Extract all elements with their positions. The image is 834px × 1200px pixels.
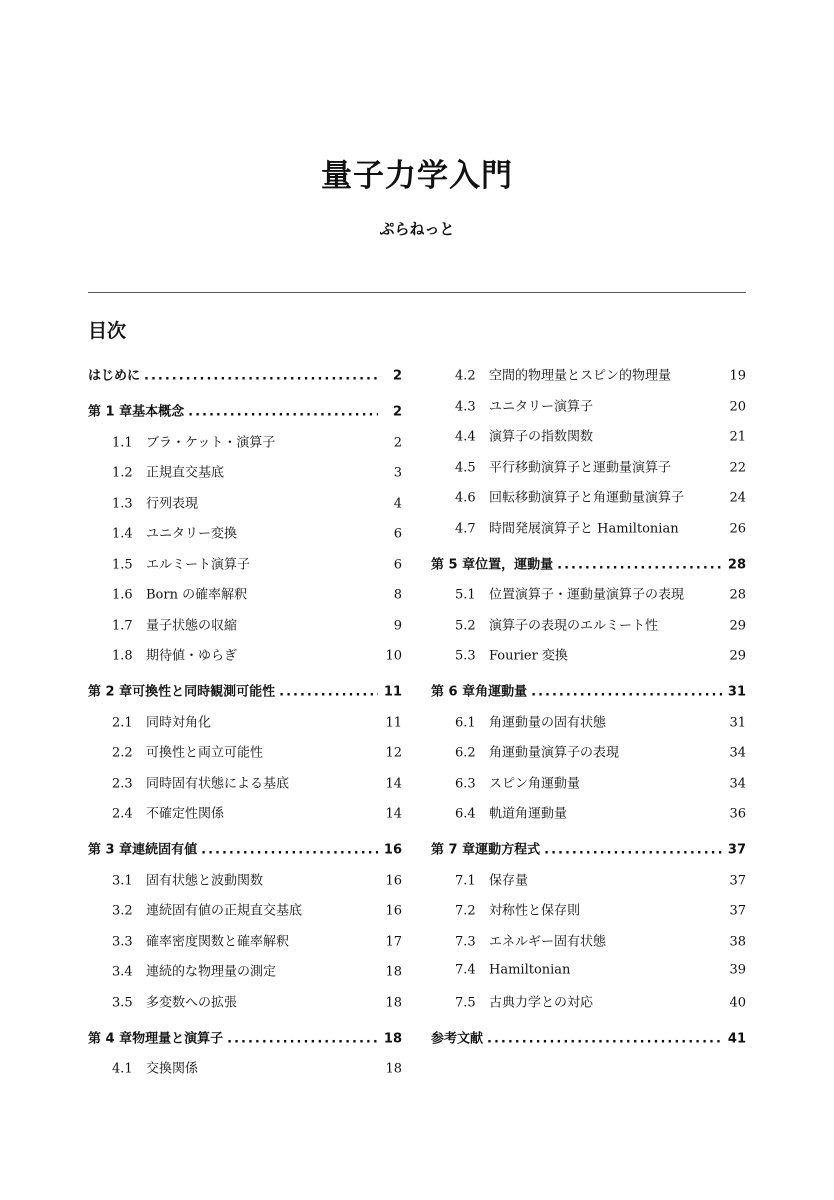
toc-entry-title: 交換関係 [146,1061,199,1077]
toc-entry-title: 回転移動演算子と角運動量演算子 [489,490,685,506]
toc-entry-page: 11 [383,684,402,700]
toc-entry-page: 2 [392,368,402,384]
toc-section-entry[interactable] [431,706,746,737]
toc-entry-title: Fourier 変換 [489,648,568,664]
toc-section-entry[interactable] [431,451,746,482]
toc-entry-page: 39 [729,962,746,978]
toc-chapter-entry[interactable] [88,833,402,864]
toc-entry-number: 2.1 [112,715,133,731]
toc-entry-number: 1.4 [112,526,133,542]
toc-entry-title: 保存量 [489,873,529,889]
toc-section-entry[interactable] [88,456,402,487]
toc-section-entry[interactable] [88,894,402,925]
toc-section-entry[interactable] [431,864,746,895]
toc-entry-title: 多変数への拡張 [146,995,238,1011]
toc-entry-page: 14 [385,776,402,792]
toc-section-entry[interactable] [431,955,746,986]
toc-entry-page: 16 [383,842,402,858]
toc-chapter-entry[interactable] [88,675,402,706]
toc-entry-page: 18 [385,995,402,1011]
toc-entry-number: 2.4 [112,806,133,822]
toc-entry-number: 3.1 [112,873,133,889]
toc-entry-page: 2 [392,404,402,420]
toc-entry-title: 演算子の指数関数 [489,429,594,445]
toc-section-entry[interactable] [88,639,402,670]
document-author: ぷらねっと [379,220,455,238]
toc-entry-title: はじめに [88,368,141,384]
toc-section-entry[interactable] [431,512,746,543]
dot-leader [279,685,378,700]
toc-entry-title: 可換性と両立可能性 [146,745,264,761]
toc-entry-number: 7.4 [455,962,476,978]
toc-entry-title: 軌道角運動量 [489,806,568,822]
toc-entry-page: 8 [393,587,402,603]
toc-section-entry[interactable] [88,925,402,956]
toc-section-entry[interactable] [431,736,746,767]
toc-entry-title: 時間発展演算子と Hamiltonian [489,521,679,537]
toc-chapter-entry[interactable] [431,675,746,706]
toc-section-entry[interactable] [88,548,402,579]
toc-entry-title: 平行移動演算子と運動量演算子 [489,460,672,476]
toc-entry-number: 7.1 [455,873,476,889]
toc-entry-page: 11 [385,715,402,731]
toc-entry-number: 3.3 [112,934,133,950]
toc-entry-page: 21 [729,429,746,445]
toc-section-entry[interactable] [431,986,746,1017]
toc-entry-number: 5.1 [455,587,476,603]
toc-entry-page: 22 [729,460,746,476]
toc-entry-page: 16 [385,903,402,919]
toc-section-entry[interactable] [431,390,746,421]
toc-entry-title: スピン角運動量 [489,776,581,792]
toc-entry-number: 2.2 [112,745,133,761]
dot-leader [144,369,378,384]
toc-entry-title: 空間的物理量とスピン的物理量 [489,368,672,384]
toc-entry-page: 3 [393,465,402,481]
dot-leader [201,843,378,858]
toc-section-entry[interactable] [431,609,746,640]
toc-entry-page: 6 [393,557,402,573]
toc-entry-page: 31 [729,715,746,731]
toc-section-entry[interactable] [431,925,746,956]
toc-entry-page: 20 [729,399,746,415]
toc-section-entry[interactable] [431,359,746,390]
toc-entry-number: 1.6 [112,587,133,603]
toc-right-column [431,359,746,1052]
toc-entry-title: 演算子の表現のエルミート性 [489,618,659,634]
toc-section-entry[interactable] [88,609,402,640]
title-divider [88,292,746,293]
dot-leader [227,1031,378,1046]
toc-section-entry[interactable] [88,797,402,828]
toc-entry-title: エルミート演算子 [146,557,251,573]
toc-entry-title: 基本概念 [132,404,185,420]
toc-chapter-entry[interactable] [88,395,402,426]
toc-entry-title: ユニタリー演算子 [489,399,594,415]
toc-entry-title: ユニタリー変換 [146,526,238,542]
toc-entry-title: 参考文献 [431,1031,484,1047]
toc-entry-page: 29 [729,618,746,634]
dot-leader [557,557,722,572]
toc-entry-number: 4.6 [455,490,476,506]
toc-entry-title: 角運動量演算子の表現 [489,745,620,761]
toc-section-entry[interactable] [88,864,402,895]
toc-entry-title: 位置演算子・運動量演算子の表現 [489,587,685,603]
toc-entry-title: 量子状態の収縮 [146,618,238,634]
toc-entry-number: 4.4 [455,429,476,445]
toc-entry-title: 連続固有値 [132,842,198,858]
toc-entry-number: 第 2 章 [88,684,133,700]
toc-section-entry[interactable] [88,487,402,518]
toc-entry-page: 28 [729,587,746,603]
toc-section-entry[interactable] [431,420,746,451]
toc-entry-number: 6.2 [455,745,476,761]
toc-entry-number: 5.2 [455,618,476,634]
toc-entry-number: 4.2 [455,368,476,384]
toc-entry-title: 角運動量の固有状態 [489,715,607,731]
toc-entry-title: 古典力学との対応 [489,995,594,1011]
toc-left-column [88,359,402,1083]
toc-entry-page: 18 [385,964,402,980]
toc-section-entry[interactable] [431,894,746,925]
toc-entry-title: 固有状態と波動関数 [146,873,264,889]
toc-entry-page: 34 [729,745,746,761]
toc-entry-page: 17 [385,934,402,950]
toc-entry-number: 5.3 [455,648,476,664]
toc-entry-page: 37 [729,903,746,919]
toc-section-entry[interactable] [88,426,402,457]
toc-entry-page: 16 [385,873,402,889]
toc-entry-title: 角運動量 [475,684,528,700]
toc-entry-title: 可換性と同時観測可能性 [132,684,276,700]
toc-entry-number: 4.1 [112,1061,133,1077]
toc-heading: 目次 [88,320,127,342]
toc-section-entry[interactable] [88,955,402,986]
toc-entry-page: 40 [729,995,746,1011]
toc-chapter-entry[interactable] [431,548,746,579]
toc-entry-number: 3.5 [112,995,133,1011]
toc-entry-title: Hamiltonian [489,962,571,978]
dot-leader [188,405,378,420]
toc-entry-number: 第 4 章 [88,1031,133,1047]
toc-section-entry[interactable] [88,736,402,767]
toc-section-entry[interactable] [88,1052,402,1083]
toc-entry-page: 38 [729,934,746,950]
toc-entry-title: 確率密度関数と確率解釈 [146,934,290,950]
toc-entry-page: 29 [729,648,746,664]
toc-entry-number: 6.3 [455,776,476,792]
toc-section-entry[interactable] [88,767,402,798]
toc-section-entry[interactable] [88,578,402,609]
toc-entry-page: 14 [385,806,402,822]
toc-entry-number: 2.3 [112,776,133,792]
toc-entry-page: 26 [729,521,746,537]
toc-entry-title: 位置，運動量 [475,557,554,573]
toc-entry-title: 同時対角化 [146,715,212,731]
toc-entry-number: 4.5 [455,460,476,476]
toc-chapter-entry[interactable] [88,359,402,390]
toc-section-entry[interactable] [431,578,746,609]
toc-section-entry[interactable] [431,481,746,512]
toc-entry-number: 6.4 [455,806,476,822]
toc-entry-title: 対称性と保存則 [489,903,581,919]
toc-entry-title: 運動方程式 [475,842,541,858]
toc-chapter-entry[interactable] [431,1022,746,1053]
toc-chapter-entry[interactable] [431,833,746,864]
toc-entry-page: 6 [393,526,402,542]
toc-entry-page: 37 [729,873,746,889]
toc-entry-number: 3.4 [112,964,133,980]
toc-section-entry[interactable] [431,639,746,670]
toc-section-entry[interactable] [88,986,402,1017]
toc-entry-number: 7.5 [455,995,476,1011]
toc-entry-number: 1.2 [112,465,133,481]
toc-entry-title: 連続的な物理量の測定 [146,964,277,980]
toc-entry-title: 連続固有値の正規直交基底 [146,903,303,919]
toc-entry-page: 41 [727,1031,746,1047]
toc-entry-number: 6.1 [455,715,476,731]
dot-leader [531,685,722,700]
toc-section-entry[interactable] [431,767,746,798]
toc-entry-page: 18 [383,1031,402,1047]
toc-entry-title: 不確定性関係 [146,806,225,822]
toc-entry-number: 第 6 章 [431,684,476,700]
toc-entry-title: 正規直交基底 [146,465,225,481]
toc-entry-title: ブラ・ケット・演算子 [146,435,276,451]
toc-section-entry[interactable] [88,517,402,548]
document-title: 量子力学入門 [321,158,513,194]
toc-entry-number: 1.8 [112,648,133,664]
toc-entry-page: 34 [729,776,746,792]
toc-section-entry[interactable] [88,706,402,737]
toc-entry-page: 9 [393,618,402,634]
toc-entry-title: 同時固有状態による基底 [146,776,290,792]
toc-entry-page: 19 [729,368,746,384]
toc-entry-page: 4 [393,496,402,512]
toc-entry-title: 期待値・ゆらぎ [146,648,238,664]
toc-entry-number: 7.2 [455,903,476,919]
toc-entry-number: 1.1 [112,435,133,451]
toc-entry-number: 第 5 章 [431,557,476,573]
toc-entry-number: 4.3 [455,399,476,415]
toc-entry-number: 第 1 章 [88,404,133,420]
toc-entry-number: 1.3 [112,496,133,512]
toc-entry-page: 12 [385,745,402,761]
toc-entry-title: エネルギー固有状態 [489,934,607,950]
toc-entry-page: 24 [729,490,746,506]
toc-entry-page: 10 [385,648,402,664]
dot-leader [487,1031,722,1046]
toc-entry-number: 7.3 [455,934,476,950]
toc-entry-number: 4.7 [455,521,476,537]
toc-entry-page: 28 [727,557,746,573]
toc-entry-page: 36 [729,806,746,822]
toc-entry-number: 第 7 章 [431,842,476,858]
toc-entry-number: 3.2 [112,903,133,919]
toc-entry-number: 1.7 [112,618,133,634]
toc-entry-number: 第 3 章 [88,842,133,858]
dot-leader [544,843,722,858]
toc-section-entry[interactable] [431,797,746,828]
toc-entry-title: Born の確率解釈 [146,587,248,603]
toc-entry-number: 1.5 [112,557,133,573]
toc-entry-page: 37 [727,842,746,858]
toc-entry-title: 行列表現 [146,496,199,512]
toc-entry-page: 31 [727,684,746,700]
toc-entry-page: 2 [393,435,402,451]
toc-chapter-entry[interactable] [88,1022,402,1053]
toc-entry-title: 物理量と演算子 [132,1031,224,1047]
toc-entry-page: 18 [385,1061,402,1077]
